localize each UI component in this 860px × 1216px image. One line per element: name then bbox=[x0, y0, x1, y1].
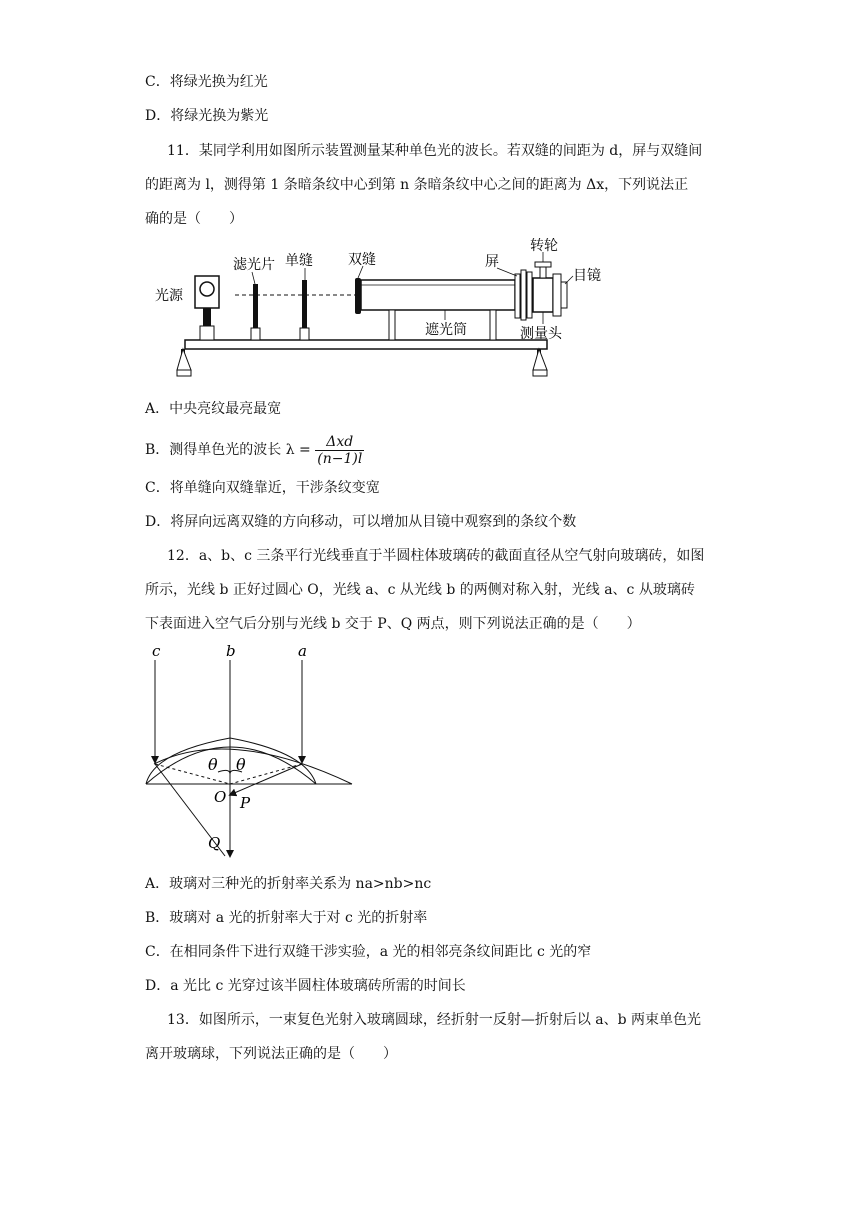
glass-arc bbox=[154, 749, 352, 784]
q13-stem-line1: 13．如图所示，一束复色光射入玻璃圆球，经折射一反射—折射后以 a、b 两束单色光 bbox=[167, 1012, 702, 1028]
q11-option-a: A．中央亮纹最亮最宽 bbox=[145, 401, 282, 417]
wheel bbox=[535, 262, 551, 267]
label-center-o: O bbox=[214, 788, 227, 806]
single-slit-holder bbox=[302, 280, 307, 328]
label-wheel: 转轮 bbox=[530, 238, 558, 254]
label-double-slit: 双缝 bbox=[348, 252, 376, 268]
label-ray-b: b bbox=[226, 642, 236, 660]
q12-stem-line3: 下表面进入空气后分别与光线 b 交于 P、Q 两点，则下列说法正确的是（ ） bbox=[145, 616, 641, 632]
wavelength-formula bbox=[315, 434, 364, 467]
label-theta-left: θ bbox=[208, 755, 218, 774]
label-theta-right: θ bbox=[236, 755, 246, 774]
formula-numerator: Δxd bbox=[315, 434, 364, 451]
eyepiece bbox=[561, 282, 567, 308]
light-tube bbox=[361, 280, 515, 310]
q12-option-a: A．玻璃对三种光的折射率关系为 na>nb>nc bbox=[145, 876, 432, 892]
q13-stem-line2: 离开玻璃球，下列说法正确的是（ ） bbox=[145, 1046, 397, 1062]
label-filter: 滤光片 bbox=[233, 257, 275, 273]
q12-semicylinder-figure bbox=[140, 642, 370, 862]
q10-option-d: D．将绿光换为紫光 bbox=[145, 108, 269, 124]
q12-option-c: C．在相同条件下进行双缝干涉实验，a 光的相邻亮条纹间距比 c 光的窄 bbox=[145, 944, 592, 960]
double-slit bbox=[355, 278, 361, 314]
formula-denominator: (n−1)l bbox=[317, 450, 363, 467]
q11-option-c: C．将单缝向双缝靠近，干涉条纹变宽 bbox=[145, 480, 380, 496]
label-ray-a: a bbox=[298, 642, 307, 660]
label-eyepiece: 目镜 bbox=[573, 268, 601, 284]
label-light-tube: 遮光筒 bbox=[425, 322, 467, 338]
q12-option-b: B．玻璃对 a 光的折射率大于对 c 光的折射率 bbox=[145, 910, 428, 926]
measuring-head bbox=[533, 278, 553, 312]
q12-stem-line2: 所示，光线 b 正好过圆心 O，光线 a、c 从光线 b 的两侧对称入射，光线 a、c 从玻璃砖 bbox=[145, 582, 695, 598]
q11-option-d: D．将屏向远离双缝的方向移动，可以增加从目镜中观察到的条纹个数 bbox=[145, 514, 577, 530]
label-point-q: Q bbox=[208, 834, 221, 852]
label-ray-c: c bbox=[152, 642, 161, 660]
screen bbox=[515, 274, 520, 318]
label-point-p: P bbox=[240, 794, 251, 812]
q11-stem-line3: 确的是（ ） bbox=[145, 211, 243, 227]
q11-stem-line1: 11．某同学利用如图所示装置测量某种单色光的波长。若双缝的间距为 d，屏与双缝间 bbox=[167, 143, 703, 159]
optical-bench-rail bbox=[185, 340, 547, 349]
label-measure-head: 测量头 bbox=[520, 326, 562, 342]
label-single-slit: 单缝 bbox=[285, 253, 313, 269]
q11-stem-line2: 的距离为 l，测得第 1 条暗条纹中心到第 n 条暗条纹中心之间的距离为 Δx，下列说法正 bbox=[145, 177, 689, 193]
label-screen: 屏 bbox=[485, 254, 499, 270]
label-light-source: 光源 bbox=[155, 288, 183, 304]
q11-apparatus-figure bbox=[145, 238, 625, 386]
filter-holder bbox=[253, 284, 258, 328]
q11-option-b-text: B．测得单色光的波长 λ = bbox=[145, 442, 311, 458]
q11-option-b bbox=[145, 428, 364, 472]
q10-option-c: C．将绿光换为红光 bbox=[145, 74, 268, 90]
q12-stem-line1: 12．a、b、c 三条平行光线垂直于半圆柱体玻璃砖的截面直径从空气射向玻璃砖，如图 bbox=[167, 548, 705, 564]
q12-option-d: D．a 光比 c 光穿过该半圆柱体玻璃砖所需的时间长 bbox=[145, 978, 466, 994]
